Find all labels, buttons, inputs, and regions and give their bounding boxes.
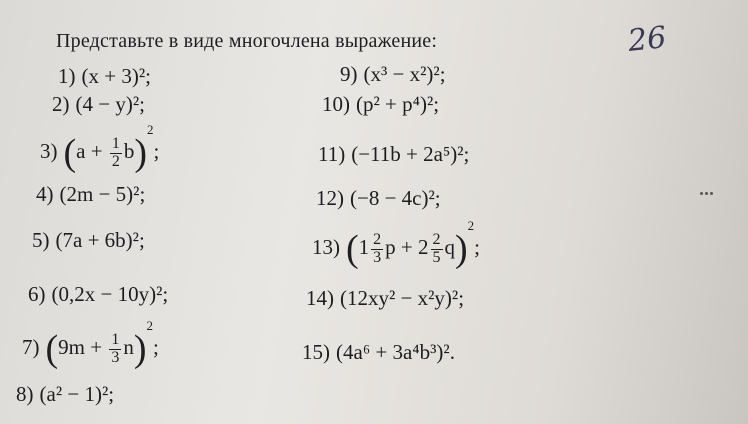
item-expression: (12xy² − x²y)²; [340, 286, 465, 310]
expr-part: q [444, 235, 455, 259]
fraction [371, 232, 383, 267]
terminator: ; [474, 235, 480, 259]
exponent: 2 [467, 218, 475, 233]
item-expression: (0,2x − 10y)²; [51, 282, 169, 306]
terminator: ; [153, 139, 160, 163]
numerator: 2 [373, 230, 382, 248]
expr-part: b [123, 139, 135, 163]
item-number: 7) [22, 335, 40, 359]
item-number: 5) [32, 228, 50, 252]
fraction [110, 136, 122, 171]
close-paren: ) [455, 228, 468, 271]
item-number: 15) [302, 340, 330, 364]
exercise-item-10 [322, 92, 439, 117]
open-paren: ( [346, 228, 359, 271]
expr-part: 9m + [58, 335, 108, 359]
numerator: 2 [432, 230, 441, 248]
item-number: 9) [340, 62, 358, 86]
exercise-item-8 [16, 382, 114, 407]
item-expression: (4a⁶ + 3a⁴b³)². [336, 340, 455, 364]
expr-part: p + 2 [385, 235, 429, 259]
item-expression: (p² + p⁴)²; [356, 92, 440, 116]
exercise-item-15 [302, 340, 455, 365]
item-number: 12) [316, 186, 344, 210]
exponent: 2 [146, 122, 154, 137]
handwritten-exercise-number: 26 [626, 20, 668, 59]
exercise-item-9 [340, 62, 446, 87]
exercise-item-1 [58, 64, 151, 89]
item-expression: (7a + 6b)²; [55, 228, 145, 252]
exercise-item-6 [28, 282, 168, 307]
expr-part: 1 [358, 235, 370, 259]
exercise-item-12 [316, 186, 441, 211]
denominator: 3 [373, 248, 382, 266]
item-expression: (4 − y)²; [75, 92, 145, 116]
item-expression: (−8 − 4c)²; [350, 186, 441, 210]
exercise-heading: Представьте в виде многочлена выражение: [56, 30, 438, 52]
item-number: 2) [52, 92, 70, 116]
terminator: ; [153, 335, 159, 359]
ink-speck [700, 180, 722, 184]
item-number: 13) [312, 235, 340, 259]
exercise-item-11 [318, 142, 469, 167]
item-number: 3) [40, 139, 58, 163]
item-number: 6) [28, 282, 46, 306]
exercise-item-2 [52, 92, 145, 117]
item-expression: (2m − 5)²; [59, 182, 146, 206]
item-number: 10) [322, 92, 350, 116]
item-number: 8) [16, 382, 34, 406]
expr-part: n [123, 335, 134, 359]
exercise-item-3 [40, 122, 159, 175]
numerator: 1 [111, 134, 120, 152]
close-paren: ) [134, 132, 147, 175]
open-paren: ( [63, 132, 77, 175]
expr-part: a + [76, 139, 108, 163]
denominator: 3 [111, 348, 120, 366]
open-paren: ( [45, 328, 59, 371]
exercise-item-5 [32, 228, 145, 253]
denominator: 2 [111, 152, 120, 170]
exercise-item-7 [22, 318, 159, 371]
fraction [431, 232, 443, 267]
denominator: 5 [432, 248, 441, 266]
item-expression: (x + 3)²; [81, 64, 151, 88]
item-number: 11) [318, 142, 346, 166]
exponent: 2 [146, 318, 153, 333]
exercise-item-13 [312, 218, 480, 271]
item-expression: (−11b + 2a⁵)²; [351, 142, 470, 166]
close-paren: ) [133, 328, 147, 371]
fraction [109, 332, 121, 367]
item-number: 14) [306, 286, 334, 310]
item-expression: (a² − 1)²; [39, 382, 115, 406]
exercise-item-14 [306, 286, 464, 311]
item-number: 4) [36, 182, 54, 206]
exercise-item-4 [36, 182, 145, 207]
item-expression: (x³ − x²)²; [363, 62, 446, 86]
numerator: 1 [111, 330, 120, 348]
item-number: 1) [58, 64, 76, 88]
